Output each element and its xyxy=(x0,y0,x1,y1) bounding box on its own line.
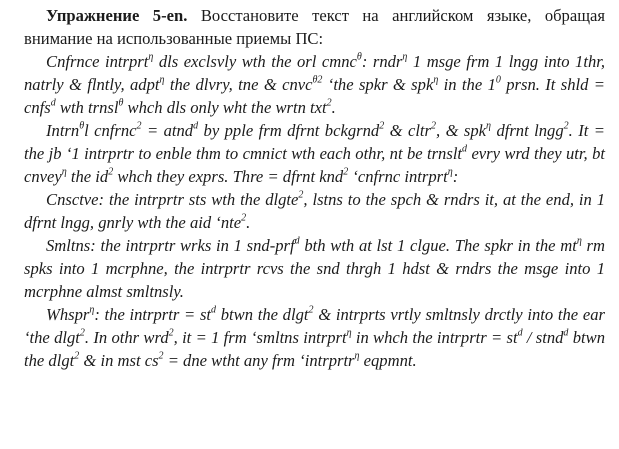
superscript-mark: 2 xyxy=(563,120,569,132)
superscript-mark: d xyxy=(563,327,569,339)
superscript-mark: θ xyxy=(118,97,124,109)
exercise-paragraph xyxy=(24,50,605,119)
text-run: : rndr xyxy=(361,52,403,71)
superscript-mark: 2 xyxy=(343,166,349,178)
text-run: ‘cnfrnc intrprt xyxy=(348,167,448,186)
superscript-mark: η xyxy=(159,74,165,86)
text-run: Whspr xyxy=(46,305,90,324)
superscript-mark: 2 xyxy=(298,189,304,201)
text-run: l cnfrnc xyxy=(84,121,137,140)
text-run: Smltns: the intrprtr wrks in 1 snd-prf xyxy=(46,236,295,255)
exercise-paragraph xyxy=(24,119,605,188)
text-run: / stnd xyxy=(522,328,564,347)
superscript-mark: 2 xyxy=(108,166,114,178)
exercise-instruction: Восстановите текст на английском языке, обращая внимание на использованные приемы ПС: xyxy=(24,6,605,48)
text-run: . xyxy=(246,213,251,232)
superscript-mark: η xyxy=(148,51,154,63)
text-run: btwn the dlgt xyxy=(24,328,605,370)
superscript-mark: θ xyxy=(356,51,362,63)
text-run: . It = the jb ‘1 intrprtr to enble thm to cmnict wth each othr, nt be trnslt xyxy=(24,121,605,163)
exercise-paragraph xyxy=(24,234,605,303)
superscript-mark: 0 xyxy=(495,74,501,86)
text-run: btwn the dlgt xyxy=(216,305,309,324)
text-run: the id xyxy=(66,167,109,186)
text-run: : the intrprtr = st xyxy=(94,305,212,324)
exercise-text xyxy=(24,50,605,372)
text-run: wth trnsl xyxy=(55,98,119,117)
text-run: eqpmnt. xyxy=(359,351,417,370)
text-run: Intrn xyxy=(46,121,80,140)
text-run: by pple frm dfrnt bckgrnd xyxy=(198,121,380,140)
exercise-paragraph xyxy=(24,188,605,234)
superscript-mark: η xyxy=(433,74,439,86)
exercise-title: Упражнение 5-en. xyxy=(46,6,188,25)
text-run: in the 1 xyxy=(438,75,496,94)
superscript-mark: 2 xyxy=(168,327,174,339)
text-run: & in mst cs xyxy=(79,351,159,370)
superscript-mark: η xyxy=(354,350,360,362)
text-run: ‘the spkr & spk xyxy=(322,75,434,94)
superscript-mark: η xyxy=(61,166,67,178)
superscript-mark: 2 xyxy=(74,350,80,362)
superscript-mark: 2 xyxy=(158,350,164,362)
exercise-paragraph xyxy=(24,303,605,372)
text-run: , it = 1 frm ‘smltns intrprt xyxy=(173,328,347,347)
text-run: & cltr xyxy=(384,121,431,140)
superscript-mark: d xyxy=(294,235,300,247)
superscript-mark: 2 xyxy=(379,120,385,132)
text-run: = atnd xyxy=(141,121,194,140)
text-run: Cnsctve: the intrprtr sts wth the dlgte xyxy=(46,190,299,209)
text-run: , & spk xyxy=(436,121,487,140)
superscript-mark: θ2 xyxy=(312,74,323,86)
text-run: . xyxy=(331,98,336,117)
superscript-mark: η xyxy=(486,120,492,132)
text-run: . In othr wrd xyxy=(84,328,169,347)
superscript-mark: d xyxy=(50,97,56,109)
superscript-mark: d xyxy=(193,120,199,132)
superscript-mark: θ xyxy=(79,120,85,132)
superscript-mark: 2 xyxy=(79,327,85,339)
text-run: in whch the intrprtr = st xyxy=(351,328,518,347)
superscript-mark: η xyxy=(89,304,95,316)
text-run: & intrprts vrtly smltnsly drctly into the ear ‘the dlgt xyxy=(24,305,605,347)
text-run: whch dls only wht the wrtn txt xyxy=(123,98,327,117)
text-run: = dne wtht any frm ‘intrprtr xyxy=(163,351,355,370)
text-run: dfrnt lngg xyxy=(491,121,564,140)
superscript-mark: η xyxy=(576,235,582,247)
superscript-mark: η xyxy=(346,327,352,339)
text-run: bth wth at lst 1 clgue. The spkr in the mt xyxy=(299,236,577,255)
superscript-mark: d xyxy=(517,327,523,339)
superscript-mark: 2 xyxy=(431,120,436,132)
superscript-mark: 2 xyxy=(241,212,247,224)
superscript-mark: 2 xyxy=(326,97,332,109)
text-run: rm spks into 1 mcrphne, the intrprtr rcvs the snd thrgh 1 hdst & rndrs the msge into 1 mcrphne almst smltnsly. xyxy=(24,236,605,301)
text-run: whch they exprs. Thre = dfrnt knd xyxy=(113,167,344,186)
superscript-mark: 2 xyxy=(136,120,142,132)
text-run: 1 msge frm 1 lngg into 1thr, natrly & flntly, adpt xyxy=(24,52,606,94)
superscript-mark: η xyxy=(402,51,408,63)
superscript-mark: d xyxy=(211,304,217,316)
text-run: evry wrd they utr, bt cnvey xyxy=(24,144,605,186)
text-run: dls exclsvly wth the orl cmnc xyxy=(153,52,357,71)
text-run: Cnfrnce intrprt xyxy=(46,52,149,71)
text-run: the dlvry, tne & cnvc xyxy=(164,75,313,94)
text-run: prsn. It shld = cnfs xyxy=(24,75,606,117)
superscript-mark: η xyxy=(447,166,453,178)
exercise-header xyxy=(24,4,605,50)
text-run: : xyxy=(452,167,459,186)
text-run: , lstns to the spch & rndrs it, at the end, in 1 dfrnt lngg, gnrly wth the aid ‘nte xyxy=(24,190,605,232)
superscript-mark: d xyxy=(462,143,468,155)
superscript-mark: 2 xyxy=(308,304,314,316)
